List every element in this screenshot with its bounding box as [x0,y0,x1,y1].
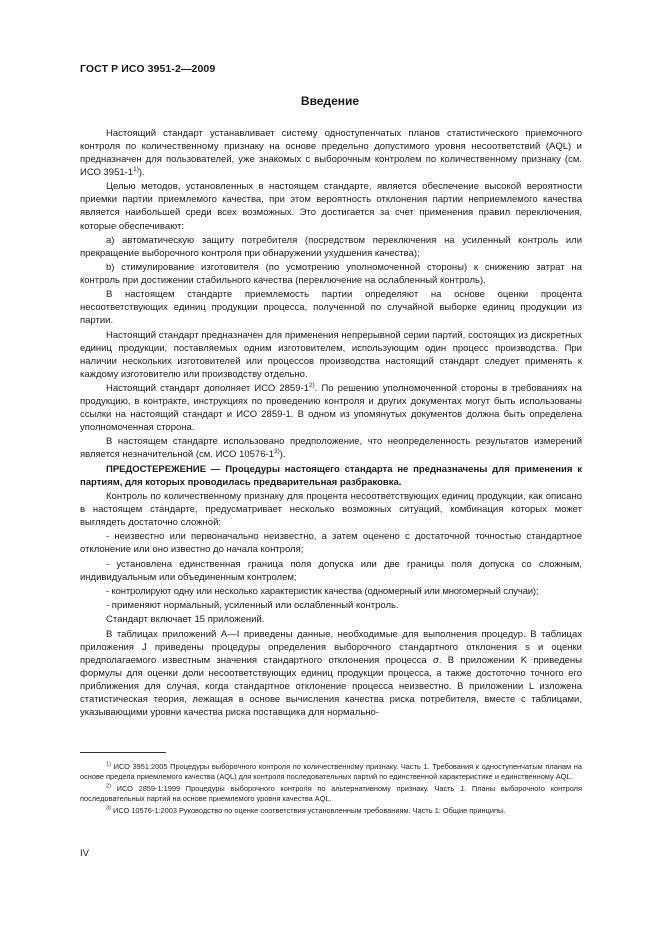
list-item: - контролируют одну или несколько характеристик качества (одномерный или многомерный случаи); [106,585,539,597]
footnote: $^{3)}$ ИСО 10576-1:2003 Руководство по оценке соответствия установленным требованиям. Часть 1: Общие принципы. [106,805,506,815]
footnote-mark: 2) [106,783,111,790]
footnote-mark: 1) [106,761,111,768]
section-title: Введение [300,94,360,108]
paragraph: В настоящем стандарте приемлемость партии определяют на основе оценки процента несоответствующих единиц продукции процесса, полученной по случайной выборке единиц продукции из партии. [80,289,582,327]
footnote-ref: 2) [308,381,315,389]
footnote-ref: 1) [133,165,139,173]
body-text [80,127,582,719]
paragraph: Настоящий стандарт устанавливает систему одноступенчатых планов статистического приемочного контроля по количественному признаку на основе предельно допустимого уровня несоответствий (AQL) и предназначен для пользователей, уже знакомых с выборочным контролем по количественному признаку (см. ИСО 3951-1$^{1)}$). [80,128,582,179]
paragraph: В таблицах приложений A—I приведены данные, необходимые для выполнения процедур. В таблицах приложения J приведены процедуры определения выборочного стандартного отклонения s и оценки предполагаемого известным значения стандартного отклонения процесса σ. В приложении K приведены формулы для оценки доли несоответствующих единиц продукции процесса, а также достоточно точного его приближения для случая, когда стандартное отклонение процесса неизвестно. В приложении L изложена статистическая теория, лежащая в основе вычисления качества риска потребителя, вместе с таблицами, указывающими уровни качества риска поставщика для нормально- [80,628,582,718]
footnotes [80,762,582,817]
paragraph: Целью методов, установленных в настоящем стандарте, является обеспечение высокой вероятности приемки партии приемлемого качества, при этом вероятность отклонения партии неприемлемого качества является наибольшей среди всех возможных. Это достигается за счет применения правил переключения, которые обеспечивают: [80,181,582,232]
paragraph: Стандарт включает 15 приложений. [106,614,265,626]
list-item: b) стимулирование изготовителя (по усмотрению уполномоченной стороны) к снижению затрат на контроль при достижении стабильного качества (переключение на ослабленный контроль). [80,262,582,287]
footnote-ref: 3) [273,448,280,456]
footnote-mark: 3) [106,805,111,812]
document-code-header: ГОСТ Р ИСО 3951-2—2009 [80,63,216,75]
paragraph: В настоящем стандарте использовано предположение, что неопределенность результатов измерений является незначительной (см. ИСО 10576-1$^{3)}$). [80,436,582,461]
paragraph: Настоящий стандарт предназначен для применения непрерывной серии партий, состоящих из дискретных единиц продукции, поставляемых одним изготовителем, использующим один процесс производства. При наличии нескольких изготовителей или процессов производства настоящий стандарт следует применять к каждому изготовителю или производству отдельно. [80,329,582,380]
list-item: a) автоматическую защиту потребителя (посредством переключения на усиленный контроль или прекращение выборочного контроля при обнаружении ухудшения качества); [80,234,582,259]
warning-paragraph: ПРЕДОСТЕРЕЖЕНИЕ — Процедуры настоящего стандарта не предназначены для применения к партиям, для которых проводилась предварительная разбраковка. [80,463,582,488]
footnote: $^{2)}$ ИСО 2859-1:1999 Процедуры выборочного контроля по альтернативному признаку. Часть 1. Планы выборочного контроля последовательных партий на основе приемлемого уровня качества AQL. [80,783,582,804]
paragraph: Контроль по количественному признаку для процента несоответствующих единиц продукции, как описано в настоящем стандарте, предусматривает несколько возможных ситуаций, комбинация которых может выглядеть достаточно сложной: [80,490,582,529]
paragraph: Настоящий стандарт дополняет ИСО 2859-1$^{2)}$. По решению уполномоченной стороны в требованиях на продукцию, в контракте, инструкциях по проведению контроля и других документах могут быть использованы ссылки на настоящий стандарт и ИСО 2859-1. В одном из упомянутых документов должна быть определена уполномоченная сторона. [80,381,582,434]
list-item: - применяют нормальный, усиленный или ослабленный контроль. [106,600,399,612]
footnote: $^{1)}$ ИСО 3951:2005 Процедуры выборочного контроля по количественному признаку. Часть 1. Требования к одноступенчатым планам на основе предела приемлемого качества (AQL) для контроля последовательных партий по единственной характеристике и единственному AQL. [80,761,582,782]
list-item: - установлена единственная граница поля допуска или две границы поля допуска со сложным, индивидуальным или объединенным контролем; [80,558,582,583]
list-item: - неизвестно или первоначально неизвестно, а затем оценено с достаточной точностью стандартное отклонение или оно известно до начала контроля; [80,531,582,556]
page-number: IV [80,848,89,859]
footnote-divider [80,752,166,753]
